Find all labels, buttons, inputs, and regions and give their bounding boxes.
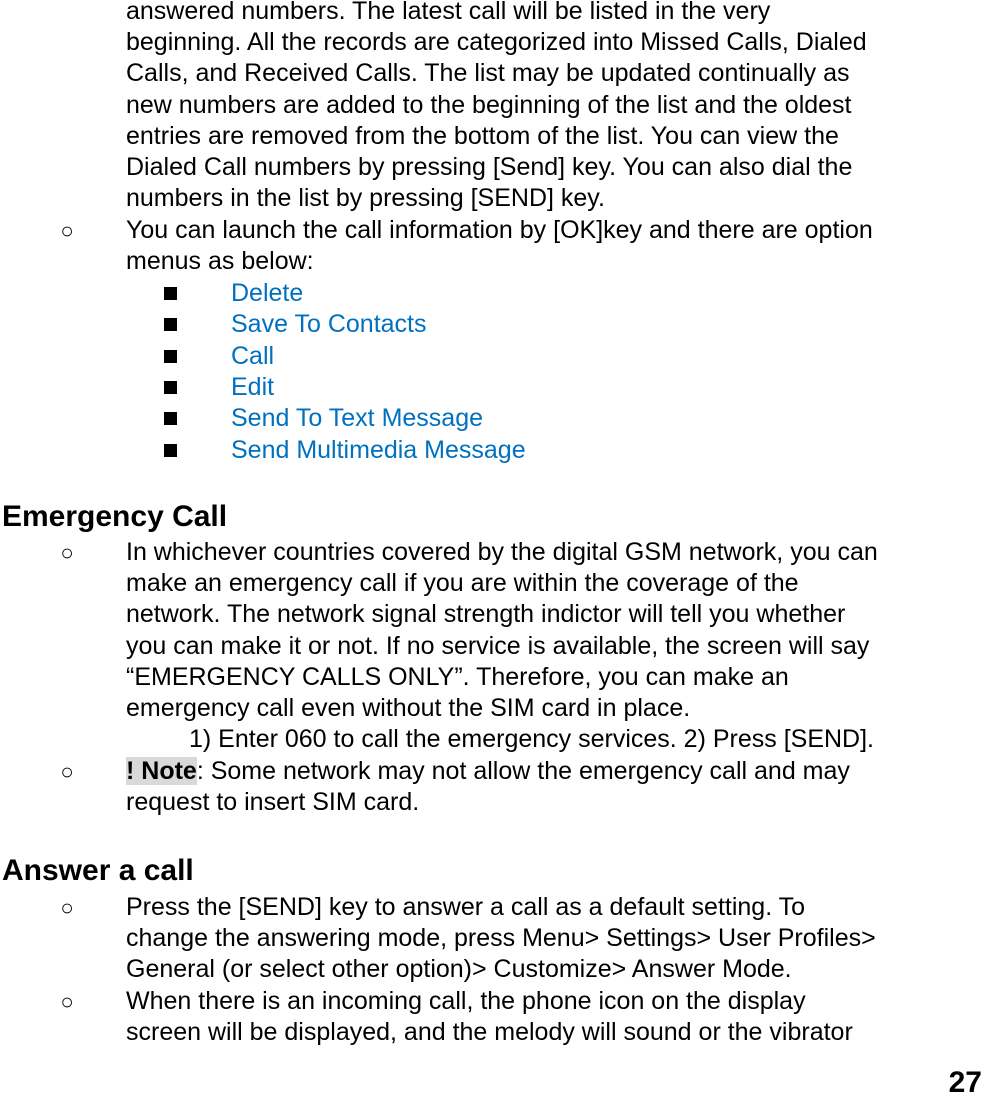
text-line: beginning. All the records are categorized into Missed Calls, Dialed xyxy=(126,28,867,57)
option-send-text-message: Send To Text Message xyxy=(231,404,484,432)
section-heading-answer: Answer a call xyxy=(2,854,194,887)
text-line: In whichever countries covered by the digital GSM network, you can xyxy=(126,538,878,566)
option-edit: Edit xyxy=(231,373,275,401)
option-delete: Delete xyxy=(231,279,304,307)
square-bullet-icon xyxy=(164,318,177,331)
bullet-icon: ○ xyxy=(60,895,74,920)
text-line: make an emergency call if you are within the coverage of the xyxy=(126,569,799,598)
square-bullet-icon xyxy=(164,350,177,363)
text-line: You can launch the call information by [OK]key and there are option xyxy=(126,216,873,244)
intro-paragraph xyxy=(126,0,961,214)
answer-paragraph-2 xyxy=(126,986,961,1048)
text-line: “EMERGENCY CALLS ONLY”. Therefore, you can make an xyxy=(126,662,789,691)
note-paragraph xyxy=(126,756,961,818)
text-line: When there is an incoming call, the phone icon on the display xyxy=(126,987,806,1015)
text-line: change the answering mode, press Menu> Settings> User Profiles> xyxy=(126,924,876,953)
text-line: entries are removed from the bottom of the list. You can view the xyxy=(126,121,839,150)
bullet-icon: ○ xyxy=(60,218,74,243)
text-line: emergency call even without the SIM card in place. xyxy=(126,694,691,723)
text-line: screen will be displayed, and the melody will sound or the vibrator xyxy=(126,1018,853,1047)
text-line: network. The network signal strength indictor will tell you whether xyxy=(126,600,846,629)
option-save-to-contacts: Save To Contacts xyxy=(231,310,427,338)
section-heading-emergency: Emergency Call xyxy=(2,500,228,533)
text-line: menus as below: xyxy=(126,247,314,276)
note-text: : Some network may not allow the emergency call and may xyxy=(196,757,850,785)
bullet-icon: ○ xyxy=(60,540,74,565)
emergency-paragraph xyxy=(126,537,961,724)
answer-paragraph-1 xyxy=(126,892,961,986)
square-bullet-icon xyxy=(164,381,177,394)
text-line: you can make it or not. If no service is available, the screen will say xyxy=(126,631,870,660)
text-line: Dialed Call numbers by pressing [Send] key. You can also dial the xyxy=(126,153,853,182)
bullet-icon: ○ xyxy=(60,759,74,784)
note-label: ! Note xyxy=(126,757,197,785)
text-line: answered numbers. The latest call will be listed in the very xyxy=(126,0,771,25)
text-line: new numbers are added to the beginning of the list and the oldest xyxy=(126,90,852,119)
text-line: Press the [SEND] key to answer a call as a default setting. To xyxy=(126,893,806,921)
text-line xyxy=(126,756,961,787)
text-line: numbers in the list by pressing [SEND] key. xyxy=(126,184,605,213)
bullet-icon: ○ xyxy=(60,989,74,1014)
text-line: Calls, and Received Calls. The list may be updated continually as xyxy=(126,59,850,88)
call-info-paragraph xyxy=(126,215,961,277)
square-bullet-icon xyxy=(164,287,177,300)
text-line: request to insert SIM card. xyxy=(126,788,420,817)
option-call: Call xyxy=(231,342,275,370)
text-line: General (or select other option)> Customize> Answer Mode. xyxy=(126,955,792,984)
page-number: 27 xyxy=(948,1066,982,1099)
square-bullet-icon xyxy=(164,412,177,425)
option-send-multimedia-message: Send Multimedia Message xyxy=(231,436,526,464)
square-bullet-icon xyxy=(164,444,177,457)
emergency-steps: 1) Enter 060 to call the emergency services. 2) Press [SEND]. xyxy=(189,725,874,753)
